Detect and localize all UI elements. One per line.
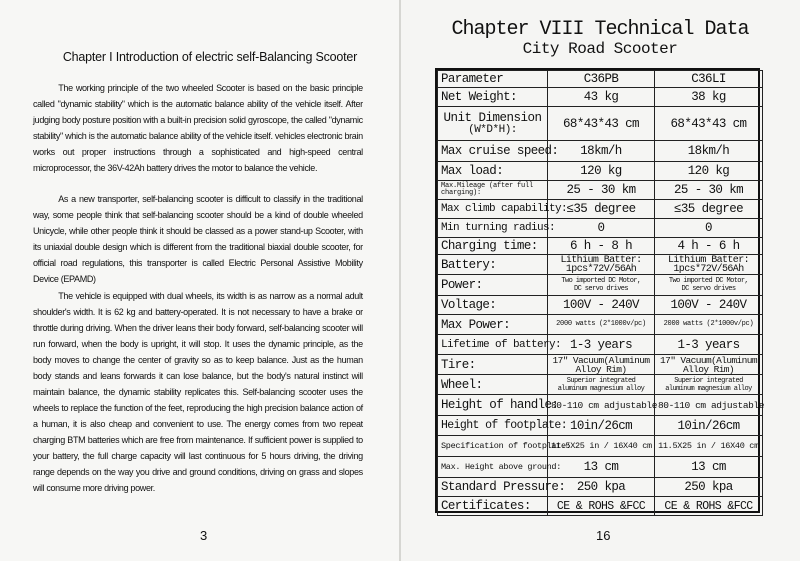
row-c36pb-line2: DC servo drives [573,285,628,293]
row-c36pb [548,255,655,275]
row-label: Power: [438,275,548,296]
row-c36pb-line1: Two imported DC Motor, [561,277,641,285]
row-label: Max Power: [438,315,548,335]
row-c36li-line1: Two imported DC Motor, [668,277,749,285]
row-label: Net Weight: [438,88,548,107]
row-c36pb-line1: 17" Vacuum(Aluminum [552,354,650,366]
table-row [438,238,763,255]
row-label: Lifetime of battery: [438,335,548,355]
intro-paragraph-3: The vehicle is equipped with dual wheels, its width is as narrow as a normal adult shoulder's width. It is 62 kg and battery-operated. It is not necessary to have a brake or throttle during driving. When the driver leans their body forward, self-balancing scooter will run forward, when the body is upright, it will stop. It uses the dynamic principle, as the body moves to change the center of gravity so as to keep balance. Just as the human body stands and leans forwards it can lose balance, but the body's natural instinct will maintain balance, the dynamic stability replicates this. Self-balancing scooter uses the wheels to replace the function of the feet, reproducing the high precision balance action of a human, it is also cheap and convenient to use. The energy comes from two repeat charging BTM batteries which are free from maintenance. If sufficient power is supplied to your battery, the full charge capacity will last continuous for 5 hours driving, the driving range depends on the way you drive and ground conditions, driving on grass and slopes will consume more driving power. [33,291,363,493]
row-c36li: 250 kpa [655,478,763,497]
row-label: Wheel: [438,375,548,395]
row-c36pb-line2: 1pcs*72V/56Ah [565,263,637,275]
row-c36li-line2: DC servo drives [681,285,736,293]
table-row [438,255,763,275]
table-row [438,457,763,478]
table-row [438,296,763,315]
row-c36pb: 250 kpa [548,478,655,497]
table-row [438,497,763,516]
chapter-title-left: Chapter I Introduction of electric self-Balancing Scooter [62,50,358,64]
row-c36li: 1-3 years [655,335,763,355]
table-row [438,107,763,141]
row-c36pb: 6 h - 8 h [548,238,655,255]
row-c36pb [548,355,655,375]
table-row [438,395,763,416]
row-c36li [655,355,763,375]
row-c36pb: CE & ROHS &FCC [548,497,655,516]
table-row [438,375,763,395]
header-c36pb: C36PB [548,71,655,88]
row-label: Max.Mileage (after full charging): [438,181,548,200]
row-c36li-line2: 1pcs*72V/56Ah [673,263,744,275]
row-c36li: 68*43*43 cm [655,107,763,141]
row-c36li [655,275,763,296]
row-c36pb: 100V - 240V [548,296,655,315]
row-label: Certificates: [438,497,548,516]
table-row [438,181,763,200]
row-label [438,107,548,141]
table-row [438,200,763,219]
table-row [438,141,763,162]
row-c36pb-line1: Lithium Batter: [560,254,642,266]
row-label: Battery: [438,255,548,275]
chapter-subtitle-right: City Road Scooter [522,40,678,58]
table-row [438,335,763,355]
table-row [438,416,763,436]
table-row [438,275,763,296]
row-c36pb: 11.5X25 in / 16X40 cm [548,436,655,457]
chapter-title-right: Chapter VIII Technical Data [451,18,749,41]
row-c36li-line1: Superior integrated [674,376,743,385]
table-row [438,219,763,238]
row-label: Max cruise speed: [438,141,548,162]
row-c36li: 10in/26cm [655,416,763,436]
row-c36li [655,375,763,395]
row-c36li-line2: aluminum magnesium alloy [665,384,752,393]
row-label: Tire: [438,355,548,375]
row-label: Max load: [438,162,548,181]
row-c36pb: 0 [548,219,655,238]
row-c36pb: 13 cm [548,457,655,478]
table-row [438,315,763,335]
row-c36pb: 43 kg [548,88,655,107]
row-c36li: 2000 watts (2*1000v/pc) [655,315,763,335]
row-c36pb [548,375,655,395]
page-number-right: 16 [596,528,611,543]
row-c36pb: 18km/h [548,141,655,162]
row-c36li: 18km/h [655,141,763,162]
row-c36li: 4 h - 6 h [655,238,763,255]
page-number-left: 3 [200,528,208,543]
row-label: Min turning radius: [438,219,548,238]
row-c36pb: 10in/26cm [548,416,655,436]
intro-paragraph-2: As a new transporter, self-balancing scooter is difficult to classify in the traditional way, some people think that self-balancing scooter should be a kind of double wheeled Unicycle, while other people think it should be classed as a power stand-up Scooter, with its uniaxial double design which is different from the traditional biaxial double scooter, for official road regulations, this transporter is called Electric Personal Assistive Mobility Device (EPAMD) [33,194,363,284]
row-c36li-line1: Lithium Batter: [667,254,749,266]
row-c36li-line1: 17" Vacuum(Aluminum [660,354,757,366]
row-c36li: 11.5X25 in / 16X40 cm [655,436,763,457]
row-c36li-line2: Alloy Rim) [682,363,734,375]
row-label: Height of handle: [438,395,548,416]
row-c36pb: 120 kg [548,162,655,181]
row-label-line2: (W*D*H): [468,123,517,136]
row-c36li: ≤35 degree [655,200,763,219]
row-c36pb: 1-3 years [548,335,655,355]
technical-data-table [435,68,765,513]
row-label: Specification of footplate: [438,436,548,457]
table-row [438,88,763,107]
row-label: Standard Pressure: [438,478,548,497]
row-c36li: 38 kg [655,88,763,107]
row-c36li: 25 - 30 km [655,181,763,200]
row-label: Max climb capability: [438,200,548,219]
table-header-row [438,71,763,88]
row-c36pb: ≤35 degree [548,200,655,219]
row-c36pb: 80-110 cm adjustable [548,395,655,416]
row-label: Height of footplate: [438,416,548,436]
row-c36pb [548,275,655,296]
table-row [438,162,763,181]
header-parameter: Parameter [438,71,548,88]
table-row [438,436,763,457]
row-c36li: 0 [655,219,763,238]
page-fold-divider [399,0,401,561]
row-c36li: 80-110 cm adjustable [655,395,763,416]
row-c36pb: 2000 watts (2*1000v/pc) [548,315,655,335]
row-c36pb-line2: aluminum magnesium alloy [557,384,645,393]
row-c36pb: 68*43*43 cm [548,107,655,141]
row-c36li: 13 cm [655,457,763,478]
table-row [438,478,763,497]
row-c36li: 120 kg [655,162,763,181]
row-c36li [655,255,763,275]
row-c36li: CE & ROHS &FCC [655,497,763,516]
row-label: Voltage: [438,296,548,315]
row-c36pb: 25 - 30 km [548,181,655,200]
table-row [438,355,763,375]
intro-paragraph-1: The working principle of the two wheeled Scooter is based on the basic principle called "dynamic stability" which is the automatic balance ability of the vehicle itself. After judging body posture position with a built-in precision solid gyroscope, the called "dynamic stability" which is the automatic balance ability of the vehicle itself. vehicles electronic brain works out proper instructions through a sophisticated and high-speed central microprocessor, the 36V-42Ah battery drives the motor to balance the vehicle. [33,83,363,173]
row-c36pb-line1: Superior integrated [566,376,636,385]
row-c36pb-line2: Alloy Rim) [575,363,627,375]
row-label: Max. Height above ground: [438,457,548,478]
row-label: Charging time: [438,238,548,255]
row-c36li: 100V - 240V [655,296,763,315]
row-label-line1: Unit Dimension [443,110,542,125]
header-c36li: C36LI [655,71,763,88]
